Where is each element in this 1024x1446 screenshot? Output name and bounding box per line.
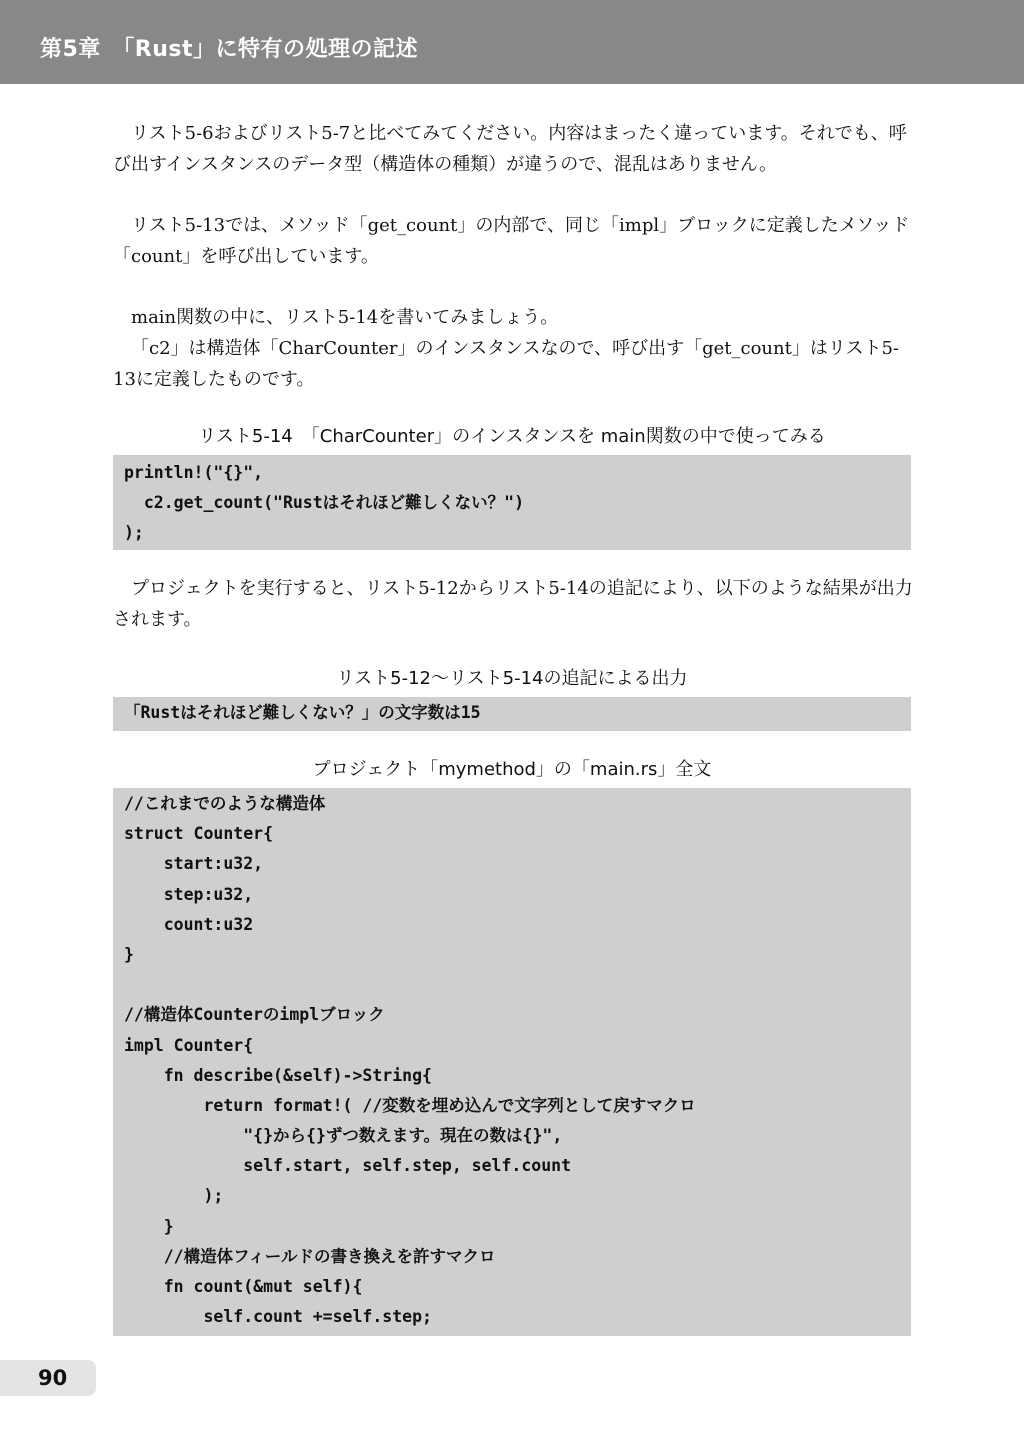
paragraph-c2-instance: 「c2」は構造体「CharCounter」のインスタンスなので、呼び出す「get_count」はリスト5-13に定義したものです。 <box>113 338 899 390</box>
paragraph-run-result: プロジェクトを実行すると、リスト5-12からリスト5-14の追記により、以下のような結果が出力されます。 <box>113 578 913 630</box>
code-line: ); <box>124 1186 224 1206</box>
code-line: step:u32, <box>124 884 254 904</box>
paragraph-get-count: リスト5-13では、メソッド「get_count」の内部で、同じ「impl」ブロックに定義したメソッド「count」を呼び出しています。 <box>113 215 910 267</box>
code-line: //これまでのような構造体 <box>124 794 326 813</box>
output-caption: リスト5-12～リスト5-14の追記による出力 <box>336 668 688 689</box>
chapter-title: 第5章 「Rust」に特有の処理の記述 <box>40 37 419 62</box>
code-line: self.count +=self.step; <box>124 1307 432 1327</box>
code-line: ); <box>124 523 144 543</box>
output-line: 「Rustはそれほど難しくない？」の文字数は15 <box>124 703 481 722</box>
page-number-tab <box>0 1360 96 1396</box>
code-line: } <box>124 1216 174 1236</box>
code-line: start:u32, <box>124 854 264 874</box>
code-line: fn count(&mut self){ <box>124 1277 363 1296</box>
paragraph-comparison: リスト5-6およびリスト5-7と比べてみてください。内容はまったく違っています。それでも、呼び出すインスタンスのデータ型（構造体の種類）が違うので、混乱はありません。 <box>113 123 907 175</box>
listing-5-14-caption: リスト5-14 「CharCounter」のインスタンスを main関数の中で使ってみる <box>198 426 826 447</box>
chapter-header <box>0 0 1024 84</box>
code-line: return format!( //変数を埋め込んで文字列として戻すマクロ <box>124 1095 696 1115</box>
paragraph-main-intro: main関数の中に、リスト5-14を書いてみましょう。 <box>131 307 559 328</box>
code-line: c2.get_count("Rustはそれほど難しくない？") <box>124 493 525 513</box>
code-line: impl Counter{ <box>124 1035 254 1055</box>
fulltext-code <box>113 788 911 1336</box>
listing-5-14-code <box>113 455 911 550</box>
code-line: //構造体Counterのimplブロック <box>124 1005 385 1025</box>
code-line: count:u32 <box>124 914 254 934</box>
code-line: fn describe(&self)->String{ <box>124 1065 432 1085</box>
code-line: "{}から{}ずつ数えます。現在の数は{}", <box>124 1126 563 1146</box>
code-line: } <box>124 944 134 964</box>
code-line <box>124 970 911 1000</box>
code-line: self.start, self.step, self.count <box>124 1156 572 1176</box>
fulltext-caption: プロジェクト「mymethod」の「main.rs」全文 <box>312 759 712 780</box>
code-line: struct Counter{ <box>124 824 274 844</box>
code-line: println!("{}", <box>124 463 264 482</box>
page-number: 90 <box>38 1366 68 1390</box>
output-box <box>113 697 911 731</box>
code-line: //構造体フィールドの書き換えを許すマクロ <box>124 1246 496 1266</box>
